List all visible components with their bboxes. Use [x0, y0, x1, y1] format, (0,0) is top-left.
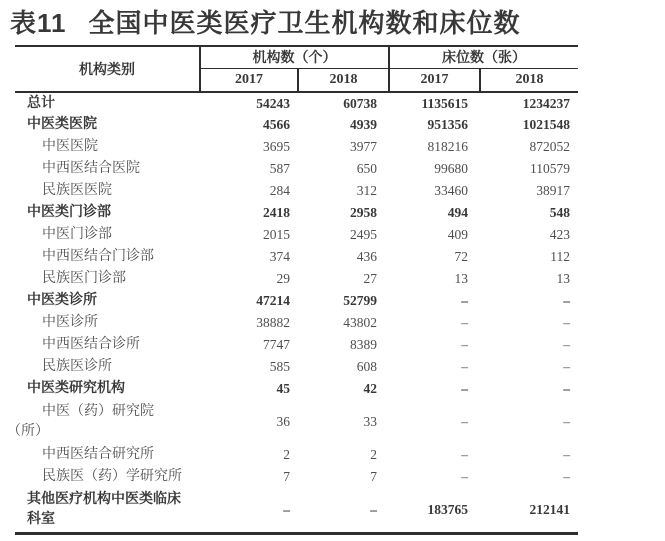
table-header	[15, 46, 578, 92]
cell-value: –	[563, 381, 570, 396]
cell-value: 374	[269, 249, 290, 264]
table-row	[15, 246, 578, 268]
row-label-line: 民族医医院	[42, 183, 112, 198]
cell-value: 650	[356, 161, 377, 176]
row-label	[15, 444, 200, 466]
row-label-line: 中医（药）研究院	[42, 404, 154, 419]
row-label	[15, 158, 200, 180]
row-label	[15, 312, 200, 334]
row-label-line: 中医类门诊部	[27, 205, 111, 220]
row-label-line: 中医诊所	[42, 315, 98, 330]
table-row	[15, 202, 578, 224]
cell-value: –	[370, 502, 377, 517]
row-label	[15, 92, 200, 114]
row-label-line: 中西医结合诊所	[42, 337, 140, 352]
table-row	[15, 158, 578, 180]
cell-value: 3695	[263, 139, 290, 154]
row-label	[15, 224, 200, 246]
row-label	[15, 290, 200, 312]
cell-value: 818216	[427, 139, 468, 154]
row-label	[15, 136, 200, 158]
cell-value: 2418	[263, 205, 290, 220]
header-group-beds: 床位数（张）	[389, 46, 578, 68]
header-year-beds-2018: 2018	[480, 68, 578, 92]
row-label	[15, 246, 200, 268]
cell-value: 72	[454, 249, 468, 264]
cell-value: 4566	[263, 117, 290, 132]
cell-value: 585	[269, 359, 290, 374]
table-row	[15, 444, 578, 466]
table-row	[15, 92, 578, 114]
cell-value: 494	[447, 205, 468, 220]
row-label-line: 中西医结合医院	[42, 161, 140, 176]
row-label-line: 科室	[27, 512, 55, 527]
cell-value: –	[283, 502, 290, 517]
cell-value: 1135615	[421, 95, 468, 111]
cell-value: 8389	[350, 337, 377, 352]
table-row	[15, 334, 578, 356]
row-label-line: 中医医院	[42, 139, 98, 154]
cell-value: 7	[283, 469, 290, 484]
cell-value: 436	[356, 249, 377, 264]
table-row	[15, 488, 578, 534]
cell-value: 110579	[530, 161, 570, 176]
row-label-line: 中医类研究机构	[27, 381, 125, 396]
cell-value: 872052	[529, 139, 570, 154]
table-row	[15, 312, 578, 334]
table-row	[15, 224, 578, 246]
cell-value: –	[461, 337, 468, 352]
cell-value: 42	[363, 381, 377, 396]
table-row	[15, 136, 578, 158]
cell-value: 38882	[256, 315, 290, 330]
cell-value: 27	[363, 271, 377, 286]
header-year-beds-2017: 2017	[389, 68, 480, 92]
cell-value: 38917	[536, 183, 570, 198]
cell-value: –	[461, 359, 468, 374]
cell-value: –	[563, 447, 570, 462]
row-label	[15, 334, 200, 356]
row-label-line: 民族医（药）学研究所	[42, 469, 182, 484]
table-title-text: 全国中医类医疗卫生机构数和床位数	[88, 8, 521, 38]
cell-value: 54243	[256, 95, 290, 111]
cell-value: 183765	[427, 502, 468, 517]
table-row	[15, 180, 578, 202]
cell-value: 212141	[529, 502, 570, 517]
row-label	[15, 268, 200, 290]
cell-value: 3977	[350, 139, 377, 154]
statistics-table	[7, 45, 578, 535]
cell-value: 312	[356, 183, 377, 198]
cell-value: –	[461, 315, 468, 330]
header-category: 机构类别	[15, 46, 200, 92]
header-year-institutions-2017: 2017	[200, 68, 298, 92]
row-label-line: 其他医疗机构中医类临床	[27, 492, 181, 507]
table-row	[15, 268, 578, 290]
cell-value: 284	[269, 183, 290, 198]
cell-value: –	[461, 469, 468, 484]
row-label-line: 中医类医院	[27, 117, 97, 132]
cell-value: 409	[447, 227, 468, 242]
cell-value: –	[563, 469, 570, 484]
cell-value: –	[563, 359, 570, 374]
cell-value: –	[461, 381, 468, 396]
table-row	[15, 290, 578, 312]
cell-value: 43802	[343, 315, 377, 330]
cell-value: 2	[283, 447, 290, 462]
cell-value: 33	[363, 414, 377, 429]
cell-value: 7	[370, 469, 377, 484]
header-group-institutions: 机构数（个）	[200, 46, 389, 68]
table-body	[7, 92, 578, 534]
cell-value: 112	[550, 249, 570, 264]
row-label	[15, 180, 200, 202]
cell-value: 4939	[350, 117, 377, 132]
row-label	[15, 466, 200, 488]
cell-value: 47214	[256, 293, 290, 308]
cell-value: 13	[454, 271, 468, 286]
cell-value: 45	[276, 381, 290, 396]
row-label-line: 民族医诊所	[42, 359, 112, 374]
row-label-line: 中医类诊所	[27, 293, 97, 308]
cell-value: 2	[370, 447, 377, 462]
cell-value: 548	[549, 205, 570, 220]
row-label	[15, 378, 200, 400]
cell-value: –	[563, 315, 570, 330]
row-label-line: 中西医结合门诊部	[42, 249, 154, 264]
row-label	[7, 400, 200, 444]
table-row	[15, 356, 578, 378]
cell-value: 2958	[350, 205, 377, 220]
cell-value: 587	[269, 161, 290, 176]
table-title	[0, 0, 665, 38]
row-label-line: 中西医结合研究所	[42, 447, 154, 462]
row-label	[15, 114, 200, 136]
row-label-line: 总计	[27, 95, 55, 111]
table-row	[15, 114, 578, 136]
row-label	[15, 488, 200, 534]
cell-value: –	[461, 447, 468, 462]
header-year-institutions-2018: 2018	[298, 68, 389, 92]
cell-value: 29	[276, 271, 290, 286]
row-label	[15, 202, 200, 224]
table-row	[15, 466, 578, 488]
cell-value: 2015	[263, 227, 290, 242]
row-label-line: 民族医门诊部	[42, 271, 126, 286]
cell-value: –	[563, 337, 570, 352]
cell-value: 52799	[343, 293, 377, 308]
cell-value: –	[461, 293, 468, 308]
cell-value: 99680	[434, 161, 468, 176]
row-label-line: （所）	[7, 424, 49, 439]
cell-value: –	[563, 414, 570, 429]
table-number: 表11	[10, 8, 67, 38]
cell-value: 951356	[427, 117, 468, 132]
cell-value: –	[563, 293, 570, 308]
cell-value: 423	[549, 227, 570, 242]
cell-value: –	[461, 414, 468, 429]
cell-value: 13	[556, 271, 570, 286]
cell-value: 1021548	[522, 117, 570, 132]
row-label	[15, 356, 200, 378]
cell-value: 36	[276, 414, 290, 429]
table-row	[15, 400, 578, 444]
cell-value: 7747	[263, 337, 290, 352]
table-row	[15, 378, 578, 400]
cell-value: 608	[356, 359, 377, 374]
cell-value: 33460	[434, 183, 468, 198]
row-label-line: 中医门诊部	[42, 227, 112, 242]
cell-value: 1234237	[522, 95, 570, 111]
cell-value: 2495	[350, 227, 377, 242]
cell-value: 60738	[343, 95, 377, 111]
